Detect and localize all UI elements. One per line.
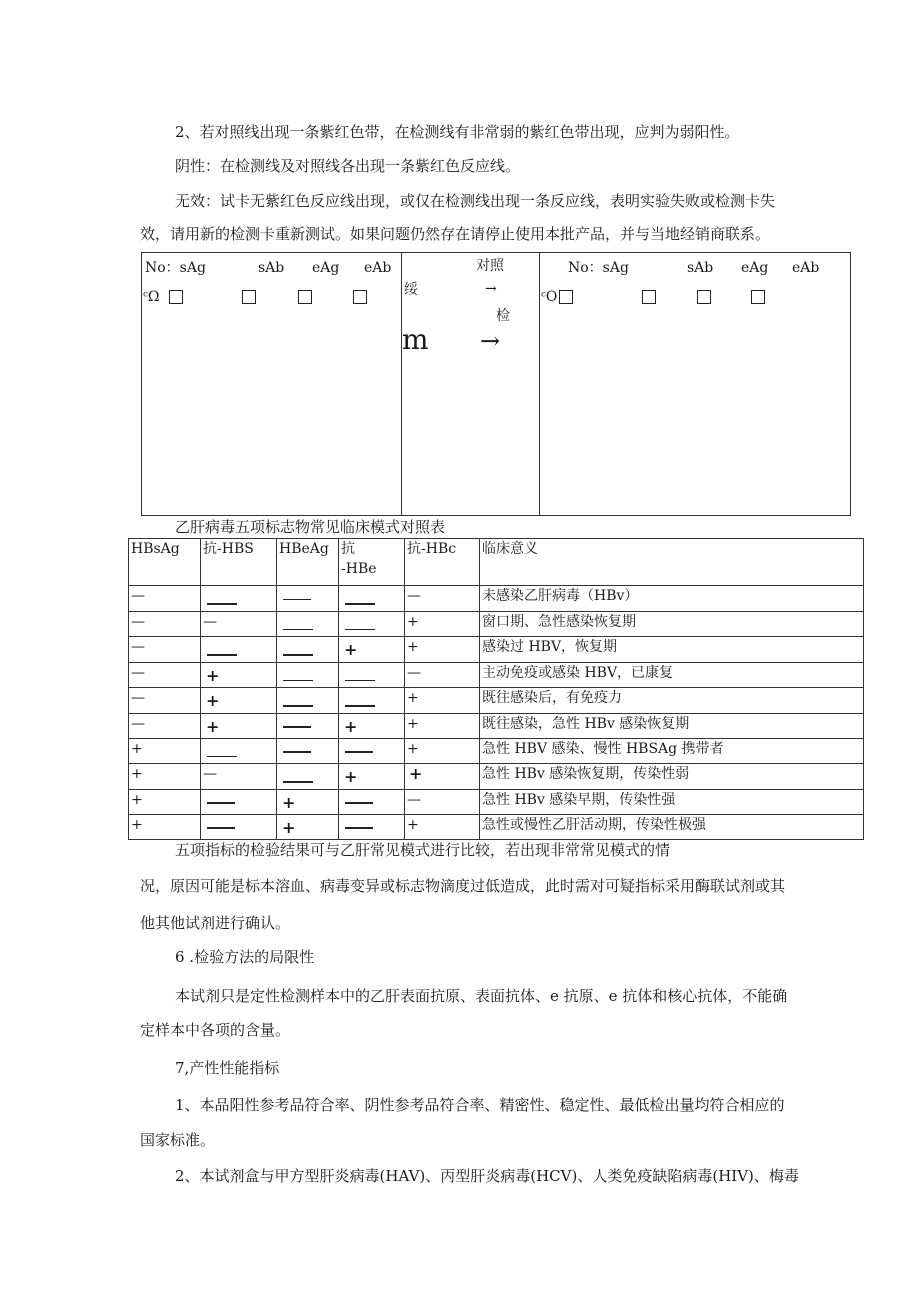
cell-minus: —	[201, 764, 277, 790]
right-checkbox-sab	[642, 290, 656, 304]
cell-plus: +	[129, 738, 201, 764]
cell-minus: —	[129, 713, 201, 738]
right-label-eag: eAg	[741, 260, 769, 276]
header-meaning: 临床意义	[480, 539, 864, 586]
header-hbsag: HBsAg	[129, 539, 201, 586]
cell-meaning: 既往感染后，有免疫力	[480, 688, 864, 714]
figure-divider-left	[401, 252, 402, 515]
mid-label-line: 绥	[404, 282, 418, 298]
cell-minus	[339, 789, 405, 814]
cell-plus: +	[129, 814, 201, 839]
mid-label-test: 检	[496, 308, 510, 324]
right-checkbox-eab	[751, 290, 765, 304]
left-checkbox-sag	[169, 290, 183, 304]
table-caption: 乙肝病毒五项标志物常见临床模式对照表	[175, 518, 446, 536]
cell-minus: —	[201, 611, 277, 637]
left-row-label: ᶜΩ	[143, 289, 160, 305]
left-label-no-sag: No：sAg	[145, 260, 206, 276]
cell-meaning: 急性或慢性乙肝活动期，传染性极强	[480, 814, 864, 839]
cell-plus: +	[201, 688, 277, 714]
cell-minus	[339, 611, 405, 637]
right-label-sab: sAb	[687, 260, 714, 276]
left-label-eag: eAg	[312, 260, 340, 276]
cell-plus: +	[405, 637, 480, 663]
table-row	[129, 586, 864, 612]
cell-plus: +	[339, 764, 405, 790]
left-label-eab: eAb	[364, 260, 392, 276]
cell-minus	[201, 738, 277, 764]
cell-minus	[339, 738, 405, 764]
cell-plus: +	[201, 713, 277, 738]
cell-plus: +	[405, 814, 480, 839]
cell-minus: —	[129, 637, 201, 663]
cell-meaning: 未感染乙肝病毒（HBv）	[480, 586, 864, 612]
cell-minus: —	[405, 662, 480, 688]
header-hbeag: HBeAg	[277, 539, 339, 586]
cell-minus: —	[405, 789, 480, 814]
cell-minus	[277, 688, 339, 714]
mid-large-m: m	[402, 323, 429, 356]
cell-meaning: 急性 HBv 感染恢复期，传染性弱	[480, 764, 864, 790]
cell-minus	[201, 814, 277, 839]
right-row-label: ᶜO	[541, 289, 558, 305]
header-anti-hbe-line1: 抗	[341, 541, 355, 557]
cell-plus: +	[405, 713, 480, 738]
table-row	[129, 738, 864, 764]
table-row	[129, 662, 864, 688]
cell-minus	[201, 789, 277, 814]
paragraph-negative: 阴性：在检测线及对照线各出现一条紫红色反应线。	[175, 157, 521, 175]
paragraph-invalid-line2: 效，请用新的检测卡重新测试。如果问题仍然存在请停止使用本批产品，并与当地经销商联系。	[140, 225, 771, 243]
table-row	[129, 713, 864, 738]
cell-meaning: 急性 HBV 感染、慢性 HBSAg 携带者	[480, 738, 864, 764]
paragraph-weak-positive: 2、若对照线出现一条紫红色带，在检测线有非常弱的紫红色带出现，应判为弱阳性。	[175, 123, 740, 141]
cell-minus	[339, 688, 405, 714]
paragraph-compare-line2: 况，原因可能是标本溶血、病毒变异或标志物滴度过低造成，此时需对可疑指标采用酶联试剂或其	[140, 877, 786, 895]
table-row	[129, 611, 864, 637]
cell-minus	[277, 764, 339, 790]
cell-minus: —	[129, 688, 201, 714]
cell-minus	[339, 586, 405, 612]
cell-minus	[201, 637, 277, 663]
right-label-no-sag: No：sAg	[568, 260, 629, 276]
cell-plus: +	[405, 764, 480, 790]
table-row	[129, 789, 864, 814]
cell-minus	[277, 713, 339, 738]
paragraph-invalid-line1: 无效：试卡无紫红色反应线出现，或仅在检测线出现一条反应线，表明实验失败或检测卡失	[175, 192, 776, 210]
cell-meaning: 主动免疫或感染 HBV，已康复	[480, 662, 864, 688]
cell-meaning: 窗口期、急性感染恢复期	[480, 611, 864, 637]
table-row	[129, 637, 864, 663]
left-checkbox-eag	[298, 290, 312, 304]
cell-minus	[201, 586, 277, 612]
header-anti-hbs: 抗-HBS	[201, 539, 277, 586]
table-header-row	[129, 539, 864, 586]
paragraph-compare-line3: 他其他试剂进行确认。	[140, 914, 291, 932]
cell-plus: +	[277, 814, 339, 839]
cell-plus: +	[277, 789, 339, 814]
mid-label-control: 对照	[476, 258, 504, 274]
cell-plus: +	[201, 662, 277, 688]
left-checkbox-sab	[242, 290, 256, 304]
cell-plus: +	[129, 764, 201, 790]
cell-minus: —	[129, 611, 201, 637]
cell-minus: —	[129, 586, 201, 612]
left-label-sab: sAb	[258, 260, 285, 276]
cell-plus: +	[339, 713, 405, 738]
section-7-line2: 国家标准。	[140, 1131, 216, 1149]
cell-minus	[339, 814, 405, 839]
cell-plus: +	[339, 637, 405, 663]
cell-minus	[277, 611, 339, 637]
section-7-line3: 2、本试剂盒与甲方型肝炎病毒(HAV)、丙型肝炎病毒(HCV)、人类免疫缺陷病毒(HIV)、梅毒	[175, 1167, 799, 1185]
cell-minus	[277, 662, 339, 688]
section-6-line2: 定样本中各项的含量。	[140, 1021, 291, 1039]
cell-minus	[277, 637, 339, 663]
left-checkbox-eab	[353, 290, 367, 304]
mid-arrow-small: →	[485, 281, 497, 297]
section-7-title: 7,产性性能指标	[175, 1059, 280, 1077]
cell-minus	[277, 586, 339, 612]
cell-minus	[277, 738, 339, 764]
right-checkbox-eag	[697, 290, 711, 304]
cell-plus: +	[405, 738, 480, 764]
cell-plus: +	[129, 789, 201, 814]
hbv-marker-table	[128, 538, 864, 840]
right-label-eab: eAb	[792, 260, 820, 276]
section-7-line1: 1、本品阳性参考品符合率、阴性参考品符合率、精密性、稳定性、最低检出量均符合相应的	[175, 1096, 785, 1114]
cell-minus	[339, 662, 405, 688]
cell-plus: +	[405, 688, 480, 714]
cell-minus: —	[405, 586, 480, 612]
cell-meaning: 既往感染，急性 HBv 感染恢复期	[480, 713, 864, 738]
table-row	[129, 814, 864, 839]
right-checkbox-sag	[559, 290, 573, 304]
header-anti-hbc: 抗-HBc	[405, 539, 480, 586]
cell-minus: —	[129, 662, 201, 688]
header-anti-hbe	[339, 539, 405, 586]
cell-plus: +	[405, 611, 480, 637]
paragraph-compare-line1: 五项指标的检验结果可与乙肝常见模式进行比较，若出现非常常见模式的情	[175, 841, 671, 859]
header-anti-hbe-line2: -HBe	[341, 561, 377, 577]
figure-divider-right	[539, 252, 540, 515]
section-6-title: 6 .检验方法的局限性	[175, 948, 315, 966]
mid-arrow-large: →	[480, 327, 501, 355]
cell-meaning: 感染过 HBV，恢复期	[480, 637, 864, 663]
table-row	[129, 688, 864, 714]
table-row	[129, 764, 864, 790]
section-6-line1: 本试剂只是定性检测样本中的乙肝表面抗原、表面抗体、e 抗原、e 抗体和核心抗体，不能确	[175, 987, 788, 1005]
cell-meaning: 急性 HBv 感染早期，传染性强	[480, 789, 864, 814]
